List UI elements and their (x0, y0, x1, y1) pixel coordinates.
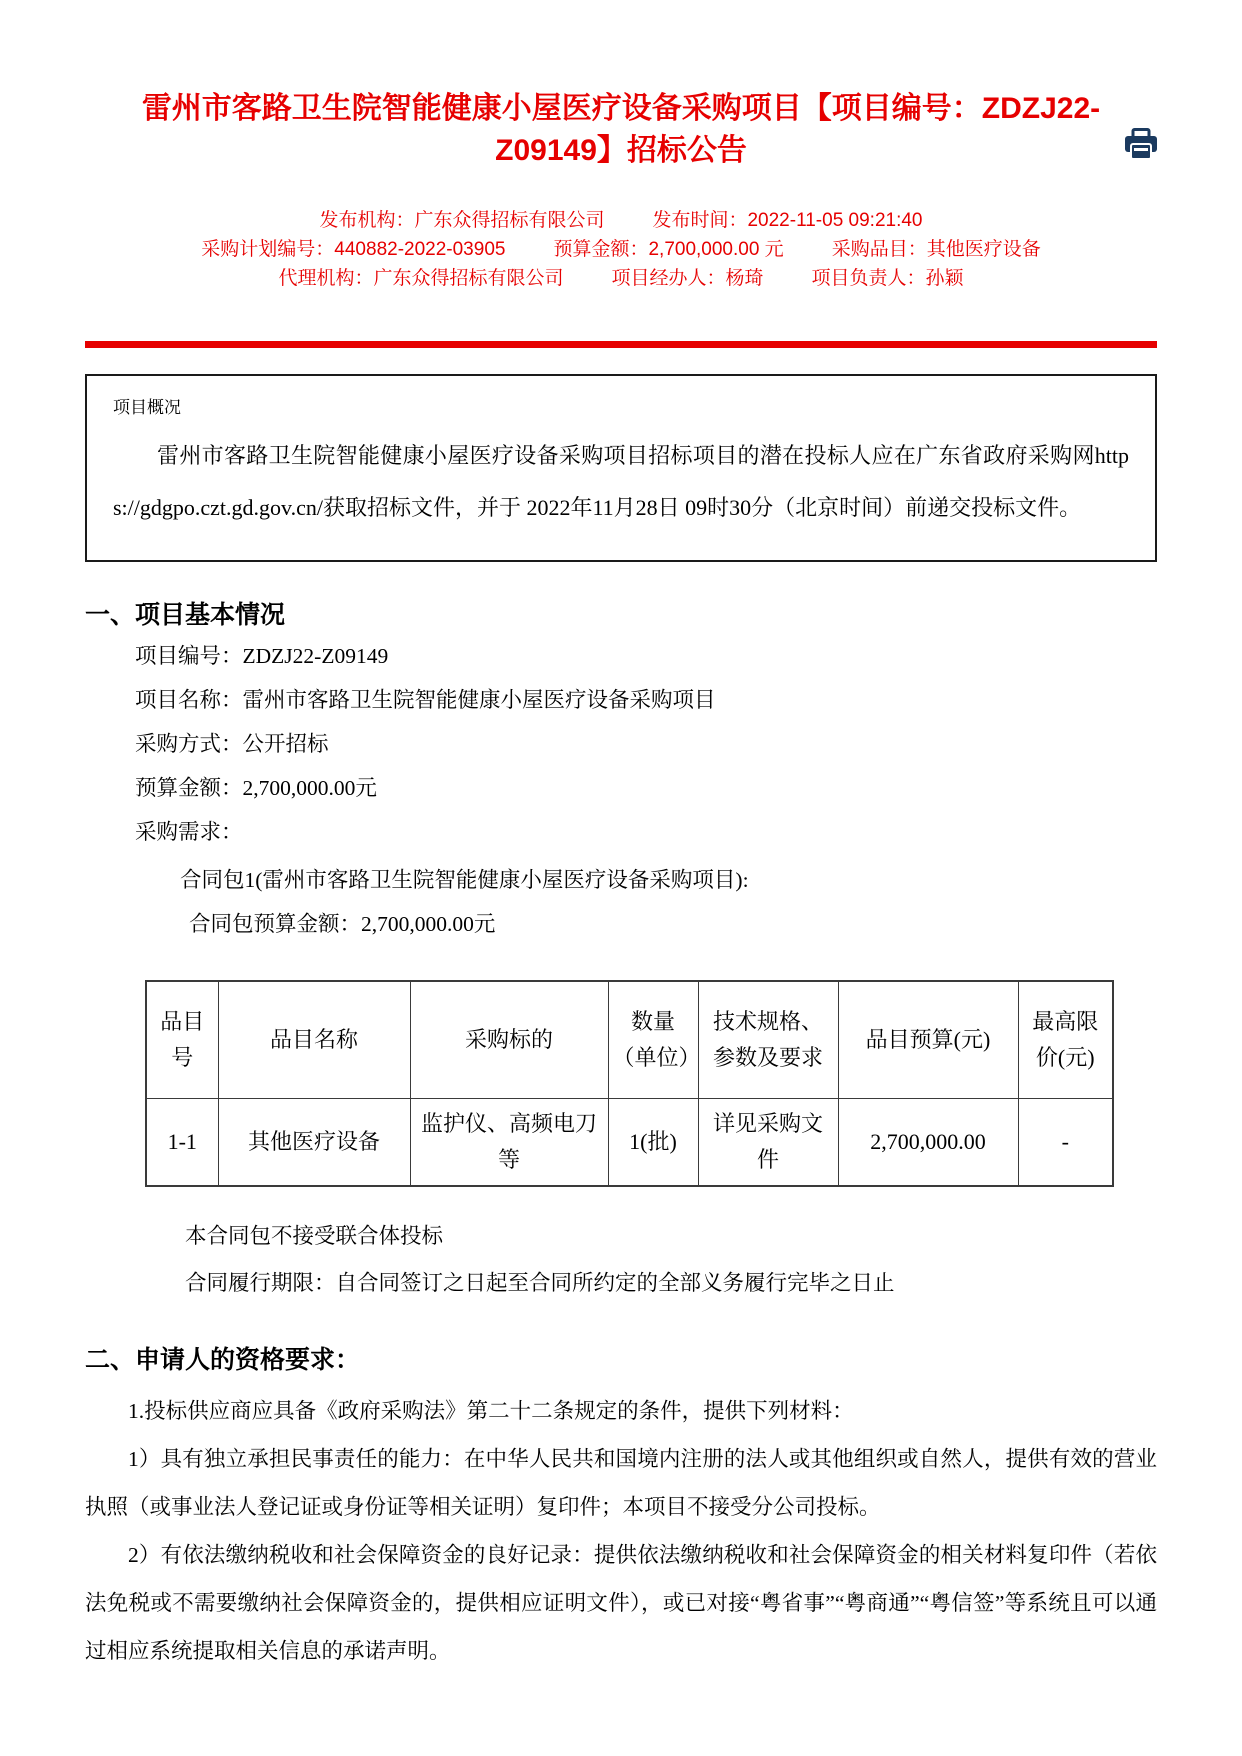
no-consortium-note: 本合同包不接受联合体投标 (185, 1224, 444, 1248)
header-quantity: 数量（单位） (608, 981, 698, 1099)
qualification-item-1: 1）具有独立承担民事责任的能力：在中华人民共和国境内注册的法人或其他组织或自然人，提供有效的营业执照（或事业法人登记证或身份证等相关证明）复印件；本项目不接受分公司投标。 (85, 1447, 1157, 1519)
overview-body: 雷州市客路卫生院智能健康小屋医疗设备采购项目招标项目的潜在投标人应在广东省政府采购网https://gdgpo.czt.gd.gov.cn/获取招标文件，并于 2022年11月28日 09时30分（北京时间）前递交投标文件。 (113, 443, 1129, 520)
contract-package-line: 合同包1(雷州市客路卫生院智能健康小屋医疗设备采购项目): (180, 868, 749, 892)
section1-heading: 一、项目基本情况 (85, 602, 286, 629)
red-divider-rule (85, 341, 1157, 348)
cell-quantity: 1(批) (608, 1099, 698, 1187)
cell-procurement-target: 监护仪、高频电刀等 (410, 1099, 608, 1187)
cell-item-budget: 2,700,000.00 (838, 1099, 1018, 1187)
cell-tech-specs: 详见采购文件 (698, 1099, 838, 1187)
header-item-budget: 品目预算(元) (838, 981, 1018, 1099)
project-overview-box (85, 374, 1157, 562)
print-button[interactable] (1122, 128, 1160, 164)
qualification-paragraphs (85, 1387, 1157, 1675)
plan-number: 采购计划编号：440882-2022-03905 (201, 239, 506, 260)
meta-info (85, 206, 1157, 293)
page-title: 雷州市客路卫生院智能健康小屋医疗设备采购项目【项目编号：ZDZJ22-Z09149】招标公告 (141, 92, 1101, 167)
overview-label: 项目概况 (113, 398, 181, 417)
header-max-price: 最高限价(元) (1018, 981, 1113, 1099)
meta-row-1 (85, 206, 1157, 235)
project-handler: 项目经办人：杨琦 (611, 268, 764, 289)
header-item-no: 品目号 (146, 981, 218, 1099)
items-table (145, 980, 1114, 1187)
contract-duration-note: 合同履行期限：自合同签订之日起至合同所约定的全部义务履行完毕之日止 (185, 1271, 895, 1295)
meta-row-2 (85, 235, 1157, 264)
cell-max-price: - (1018, 1099, 1113, 1187)
budget-amount: 预算金额：2,700,000.00 元 (553, 239, 784, 260)
cell-item-no: 1-1 (146, 1099, 218, 1187)
procurement-demand-line: 采购需求： (135, 820, 243, 844)
cell-item-name: 其他医疗设备 (218, 1099, 410, 1187)
procurement-category: 采购品目：其他医疗设备 (831, 239, 1041, 260)
table-header-row (146, 981, 1113, 1099)
qualification-intro: 1.投标供应商应具备《政府采购法》第二十二条规定的条件，提供下列材料： (128, 1399, 854, 1423)
publisher: 发布机构：广东众得招标有限公司 (319, 210, 605, 231)
procurement-method-line: 采购方式：公开招标 (135, 732, 329, 756)
header-tech-specs: 技术规格、参数及要求 (698, 981, 838, 1099)
project-leader: 项目负责人：孙颖 (811, 268, 964, 289)
table-row (146, 1099, 1113, 1187)
qualification-item-2: 2）有依法缴纳税收和社会保障资金的良好记录：提供依法缴纳税收和社会保障资金的相关材料复印件（若依法免税或不需要缴纳社会保障资金的，提供相应证明文件），或已对接“粤省事”“粤商通”“粤信签”等系统且可以通过相应系统提取相关信息的承诺声明。 (85, 1543, 1157, 1663)
agency: 代理机构：广东众得招标有限公司 (278, 268, 564, 289)
printer-icon (1122, 152, 1160, 167)
contract-package-budget-line: 合同包预算金额：2,700,000.00元 (189, 912, 496, 936)
budget-line: 预算金额：2,700,000.00元 (135, 776, 377, 800)
meta-row-3 (85, 264, 1157, 293)
header-procurement-target: 采购标的 (410, 981, 608, 1099)
project-code-line: 项目编号：ZDZJ22-Z09149 (135, 644, 389, 668)
table-notes (85, 1213, 1157, 1307)
project-name-line: 项目名称：雷州市客路卫生院智能健康小屋医疗设备采购项目 (135, 688, 716, 712)
publish-time: 发布时间：2022-11-05 09:21:40 (652, 210, 923, 231)
header-item-name: 品目名称 (218, 981, 410, 1099)
section2-heading: 二、申请人的资格要求： (85, 1347, 361, 1374)
